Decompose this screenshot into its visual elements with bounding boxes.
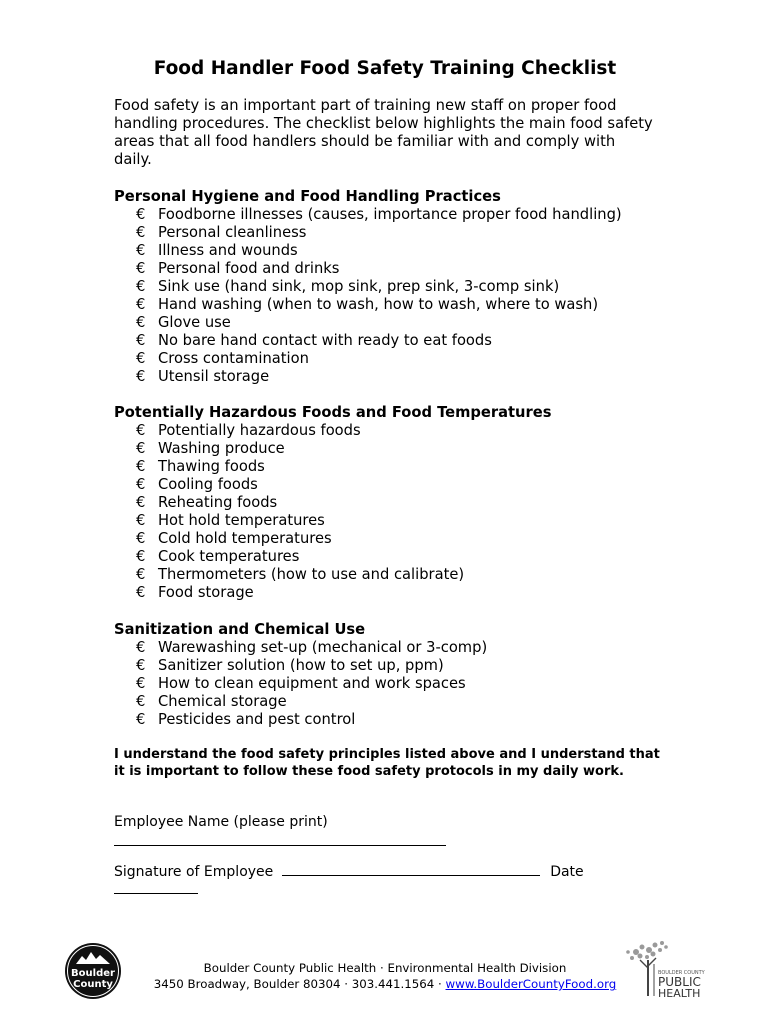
checkbox-bullet-icon[interactable]: € [136, 458, 146, 475]
checkbox-bullet-icon[interactable]: € [136, 584, 146, 601]
checklist-item-label: Illness and wounds [158, 242, 298, 259]
document-title: Food Handler Food Safety Training Checklist [153, 58, 617, 79]
svg-text:County: County [73, 979, 113, 990]
checklist-item [114, 440, 674, 458]
section-heading: Sanitization and Chemical Use [114, 621, 366, 638]
checklist-item [114, 224, 674, 242]
checklist-item [114, 242, 674, 260]
checkbox-bullet-icon[interactable]: € [136, 711, 146, 728]
checklist-item-label: Thermometers (how to use and calibrate) [158, 566, 465, 583]
checklist-item-label: Hot hold temperatures [158, 512, 325, 529]
checklist-item [114, 368, 674, 386]
signature-row [114, 862, 584, 881]
checkbox-bullet-icon[interactable]: € [136, 494, 146, 511]
checkbox-bullet-icon[interactable]: € [136, 296, 146, 313]
checkbox-bullet-icon[interactable]: € [136, 206, 146, 223]
checkbox-bullet-icon[interactable]: € [136, 440, 146, 457]
checklist-item [114, 675, 674, 693]
checklist-item-label: Pesticides and pest control [158, 711, 356, 728]
website-link[interactable]: www.BoulderCountyFood.org [445, 977, 617, 991]
checklist-item-label: Hand washing (when to wash, how to wash, where to wash) [158, 296, 599, 313]
section-hazardous-foods [114, 404, 674, 602]
checklist-item-label: Warewashing set-up (mechanical or 3-comp) [158, 639, 488, 656]
checkbox-bullet-icon[interactable]: € [136, 530, 146, 547]
checklist-item-label: Thawing foods [158, 458, 265, 475]
checklist-item-label: Foodborne illnesses (causes, importance proper food handling) [158, 206, 622, 223]
checklist-item-label: Washing produce [158, 440, 285, 457]
checklist [114, 422, 674, 602]
date-label: Date [550, 864, 584, 880]
checklist-item-label: Cooling foods [158, 476, 258, 493]
svg-text:BOULDER COUNTY: BOULDER COUNTY [658, 970, 705, 976]
checklist-item [114, 476, 674, 494]
checklist-item-label: No bare hand contact with ready to eat foods [158, 332, 492, 349]
checkbox-bullet-icon[interactable]: € [136, 693, 146, 710]
checklist-item [114, 639, 674, 657]
checklist-item [114, 530, 674, 548]
svg-text:HEALTH: HEALTH [658, 987, 701, 1000]
checklist-item [114, 711, 674, 729]
checklist-item [114, 693, 674, 711]
checkbox-bullet-icon[interactable]: € [136, 476, 146, 493]
checklist [114, 639, 674, 729]
checklist-item [114, 314, 674, 332]
checkbox-bullet-icon[interactable]: € [136, 350, 146, 367]
checkbox-bullet-icon[interactable]: € [136, 314, 146, 331]
signature-field[interactable] [282, 862, 540, 876]
checklist-item-label: Cold hold temperatures [158, 530, 332, 547]
footer-address: 3450 Broadway, Boulder 80304 · 303.441.1564 · [153, 977, 446, 991]
checkbox-bullet-icon[interactable]: € [136, 278, 146, 295]
footer-line-1: Boulder County Public Health · Environmental Health Division [203, 961, 567, 975]
checklist-item [114, 278, 674, 296]
checklist-item-label: Utensil storage [158, 368, 270, 385]
checkbox-bullet-icon[interactable]: € [136, 675, 146, 692]
employee-name-label: Employee Name (please print) [114, 814, 328, 830]
acknowledgement-statement: I understand the food safety principles listed above and I understand that it is important to follow these food safety protocols in my daily work. [114, 747, 660, 779]
checklist-item [114, 206, 674, 224]
checklist-item [114, 332, 674, 350]
svg-text:PUBLIC: PUBLIC [658, 975, 701, 989]
checklist-item [114, 494, 674, 512]
checklist-item [114, 296, 674, 314]
checklist-item-label: Personal cleanliness [158, 224, 307, 241]
checklist-item [114, 548, 674, 566]
checklist-item [114, 422, 674, 440]
section-sanitization [114, 621, 674, 729]
checklist-item [114, 350, 674, 368]
checkbox-bullet-icon[interactable]: € [136, 368, 146, 385]
checklist-item-label: How to clean equipment and work spaces [158, 675, 466, 692]
signature-label: Signature of Employee [114, 864, 274, 880]
checkbox-bullet-icon[interactable]: € [136, 548, 146, 565]
checklist-item [114, 512, 674, 530]
section-personal-hygiene [114, 188, 674, 386]
intro-paragraph: Food safety is an important part of training new staff on proper food handling procedures. The checklist below highlights the main food safety areas that all food handlers should be familiar with and comply with daily. [114, 97, 653, 168]
section-heading: Potentially Hazardous Foods and Food Temperatures [114, 404, 552, 421]
checklist-item [114, 458, 674, 476]
checklist-item-label: Cook temperatures [158, 548, 300, 565]
checkbox-bullet-icon[interactable]: € [136, 242, 146, 259]
checkbox-bullet-icon[interactable]: € [136, 512, 146, 529]
checklist-item-label: Reheating foods [158, 494, 278, 511]
checklist-item-label: Food storage [158, 584, 254, 601]
checkbox-bullet-icon[interactable]: € [136, 224, 146, 241]
checklist-item [114, 260, 674, 278]
checkbox-bullet-icon[interactable]: € [136, 566, 146, 583]
checklist-item [114, 657, 674, 675]
public-health-logo [622, 938, 714, 1000]
checklist-item-label: Glove use [158, 314, 231, 331]
section-heading: Personal Hygiene and Food Handling Practices [114, 188, 501, 205]
checkbox-bullet-icon[interactable]: € [136, 657, 146, 674]
checkbox-bullet-icon[interactable]: € [136, 422, 146, 439]
checklist-item-label: Sink use (hand sink, mop sink, prep sink, 3-comp sink) [158, 278, 560, 295]
checklist-item-label: Cross contamination [158, 350, 309, 367]
checklist-item-label: Personal food and drinks [158, 260, 340, 277]
checklist [114, 206, 674, 386]
svg-text:Boulder: Boulder [71, 968, 115, 979]
employee-name-field[interactable] [114, 832, 446, 851]
checklist-item-label: Chemical storage [158, 693, 287, 710]
date-field[interactable] [114, 880, 198, 899]
checklist-item [114, 566, 674, 584]
checkbox-bullet-icon[interactable]: € [136, 260, 146, 277]
checklist-item-label: Sanitizer solution (how to set up, ppm) [158, 657, 444, 674]
checklist-item-label: Potentially hazardous foods [158, 422, 361, 439]
checkbox-bullet-icon[interactable]: € [136, 332, 146, 349]
checklist-item [114, 584, 674, 602]
checkbox-bullet-icon[interactable]: € [136, 639, 146, 656]
